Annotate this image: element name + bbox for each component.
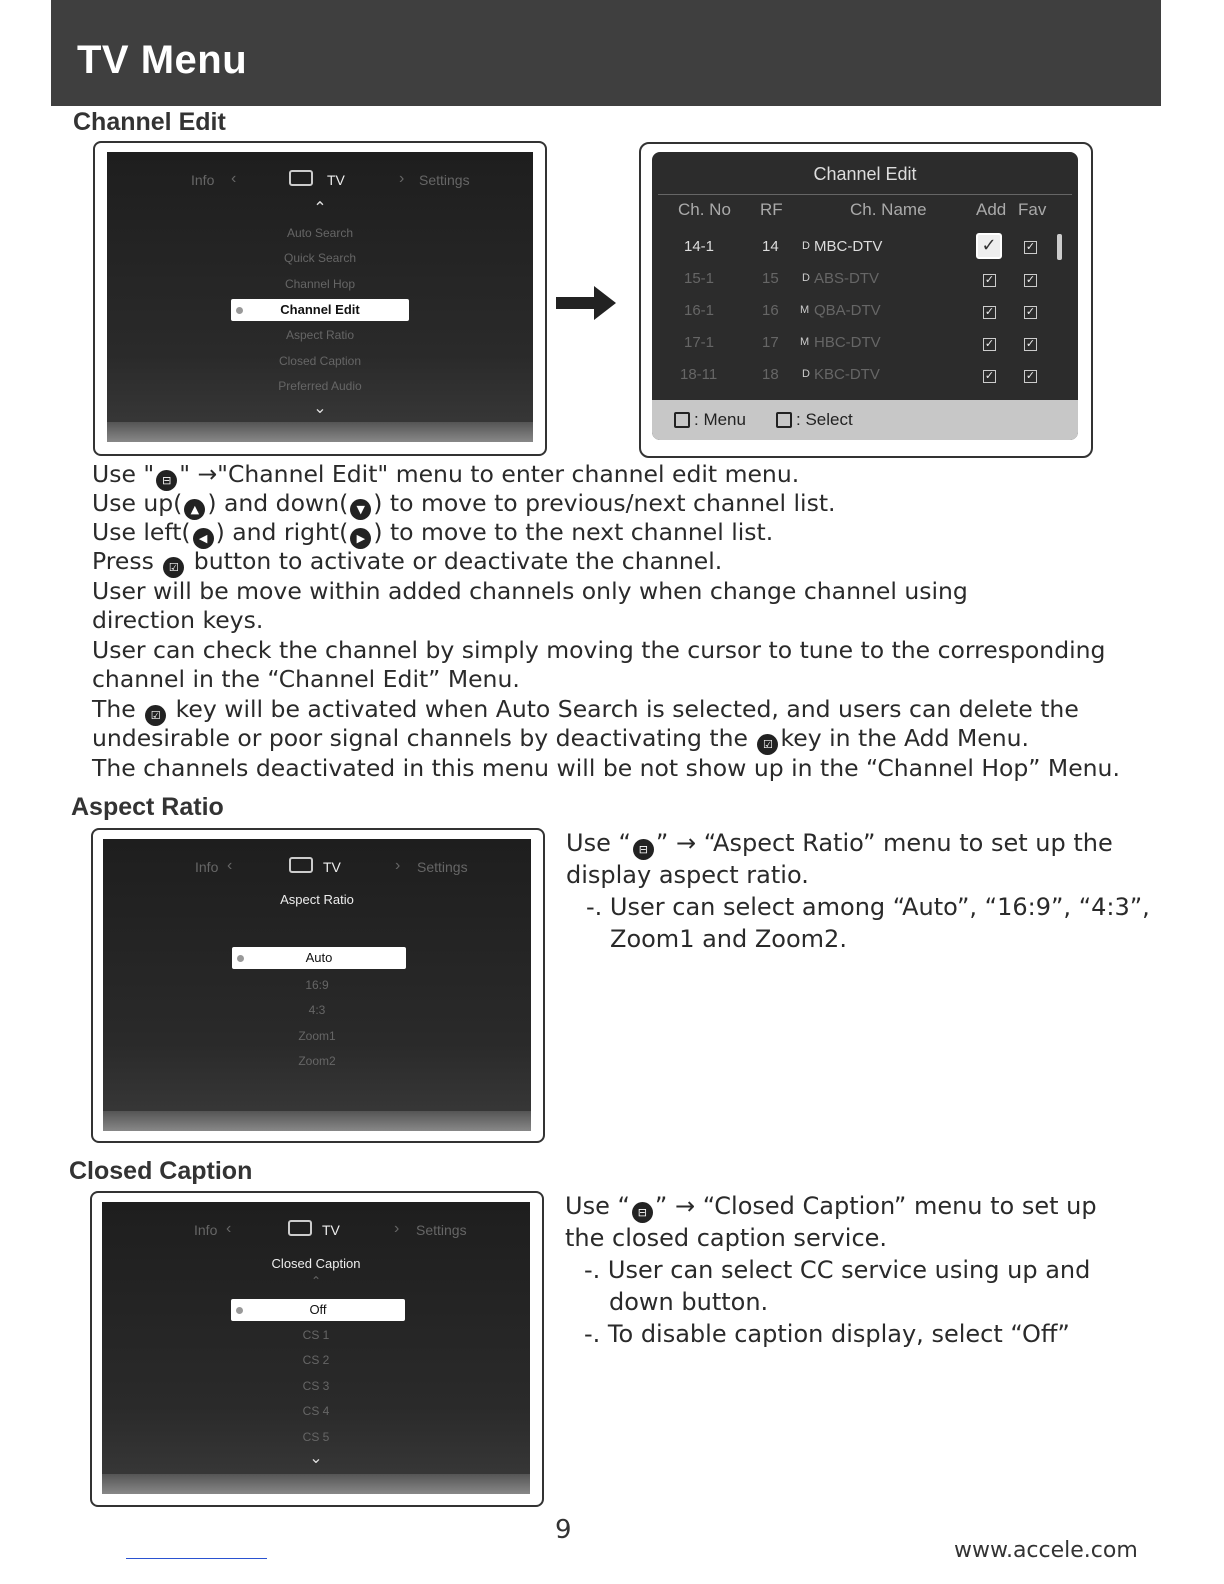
up-key-icon: ▲ — [184, 499, 205, 520]
row-type: D — [802, 240, 810, 252]
add-checkbox[interactable]: ✓ — [984, 337, 995, 350]
add-checkbox-focused[interactable]: ✓ — [976, 233, 1002, 259]
column-header-fav: Fav — [1018, 200, 1047, 219]
caption-option-cs3: CS 3 — [302, 1379, 330, 1393]
select-key-icon — [776, 412, 792, 428]
caption-option-cs1: CS 1 — [302, 1328, 330, 1342]
row-rf: 16 — [762, 302, 779, 319]
menu-item-quick-search: Quick Search — [283, 251, 357, 265]
text-line: undesirable or poor signal channels by deactivating the ☑ key in the Add Menu. — [92, 724, 1029, 755]
closed-caption-menu-title: Closed Caption — [271, 1256, 361, 1271]
text-line: Use up( ▲ ) and down( ▼ ) to move to previous/next channel list. — [92, 489, 836, 520]
row-rf: 17 — [762, 334, 779, 351]
menu-key-icon — [674, 412, 690, 428]
tab-settings: Settings — [417, 859, 468, 875]
chevron-down-icon: ⌄ — [309, 1448, 323, 1467]
chevron-up-icon: ⌃ — [310, 1274, 322, 1288]
add-checkbox[interactable]: ✓ — [984, 305, 995, 318]
caption-option-cs5: CS 5 — [302, 1430, 330, 1444]
select-key-icon: ☑ — [163, 557, 184, 578]
header-banner — [51, 0, 1161, 106]
tab-settings: Settings — [416, 1222, 467, 1238]
column-header-rf: RF — [760, 200, 783, 219]
menu-item-closed-caption: Closed Caption — [278, 354, 362, 368]
aspect-option-auto-selected — [232, 947, 406, 969]
tv-menu-bar — [107, 170, 533, 192]
menu-item-aspect-ratio: Aspect Ratio — [285, 328, 355, 342]
section-title-closed-caption: Closed Caption — [69, 1157, 253, 1185]
fav-checkbox[interactable]: ✓ — [1025, 273, 1036, 286]
text-line: channel in the “Channel Edit” Menu. — [92, 665, 520, 693]
selection-dot-icon — [236, 307, 243, 314]
row-type: M — [800, 304, 810, 316]
select-key-icon: ☑ — [757, 734, 778, 755]
chevron-left-icon: ‹ — [226, 1220, 232, 1237]
page-title: TV Menu — [77, 38, 248, 82]
fav-checkbox[interactable]: ✓ — [1025, 240, 1036, 253]
tv-icon — [288, 1220, 312, 1236]
chevron-right-icon: › — [395, 857, 401, 874]
caption-option-cs2: CS 2 — [302, 1353, 330, 1367]
channel-menu-screenshot — [93, 141, 547, 456]
row-rf: 14 — [762, 238, 779, 255]
row-ch-no: 17-1 — [684, 334, 715, 351]
menu-key-icon: ⊟ — [632, 1202, 653, 1223]
aspect-ratio-screenshot — [91, 828, 545, 1143]
text-line: -. To disable caption display, select “Off” — [584, 1320, 1070, 1348]
tab-info: Info — [195, 859, 219, 875]
aspect-option-16-9: 16:9 — [305, 978, 329, 992]
channel-edit-panel — [652, 152, 1078, 440]
fav-checkbox[interactable]: ✓ — [1025, 305, 1036, 318]
left-key-icon: ◀ — [193, 528, 214, 549]
column-header-ch-name: Ch. Name — [850, 200, 927, 219]
text-line: Use left( ◀ ) and right( ▶ ) to move to the next channel list. — [92, 518, 773, 549]
scrollbar-thumb[interactable] — [1057, 234, 1062, 260]
page-number: 9 — [555, 1515, 572, 1545]
text-line: -. User can select CC service using up and — [584, 1256, 1091, 1284]
menu-item-label: Channel Edit — [280, 302, 360, 317]
text-line: User can check the channel by simply moving the cursor to tune to the corresponding — [92, 636, 1106, 664]
tab-tv: TV — [327, 172, 345, 188]
chevron-right-icon: › — [399, 170, 405, 187]
selection-dot-icon — [237, 955, 244, 962]
chevron-left-icon: ‹ — [231, 170, 237, 187]
tab-info: Info — [194, 1222, 218, 1238]
fav-checkbox[interactable]: ✓ — [1025, 369, 1036, 382]
text-line: Press ☑ button to activate or deactivate the channel. — [92, 547, 722, 578]
text-line: Zoom1 and Zoom2. — [610, 925, 847, 953]
row-ch-no: 16-1 — [684, 302, 715, 319]
text-line: direction keys. — [92, 606, 264, 634]
row-type: D — [802, 272, 810, 284]
row-type: M — [800, 336, 810, 348]
tv-screen — [102, 1202, 530, 1494]
caption-option-off-selected — [231, 1299, 405, 1321]
add-checkbox[interactable]: ✓ — [984, 369, 995, 382]
menu-item-label: Auto — [305, 950, 333, 965]
text-line: display aspect ratio. — [566, 861, 809, 889]
text-line: Use " ⊟ " →"Channel Edit" menu to enter channel edit menu. — [92, 460, 799, 491]
screen-bottom-strip — [102, 1474, 530, 1494]
text-line: -. User can select among “Auto”, “16:9”, “4:3”, — [586, 893, 1150, 921]
row-ch-no: 15-1 — [684, 270, 715, 287]
footer-url: www.accele.com — [954, 1538, 1138, 1563]
text-line: the closed caption service. — [565, 1224, 888, 1252]
row-ch-no: 18-11 — [680, 366, 718, 383]
row-name: KBC-DTV — [814, 366, 880, 383]
caption-option-cs4: CS 4 — [302, 1404, 330, 1418]
text-line: down button. — [609, 1288, 769, 1316]
menu-item-channel-edit-selected — [231, 299, 409, 321]
row-rf: 15 — [762, 270, 779, 287]
row-name: ABS-DTV — [814, 270, 880, 287]
menu-key-icon: ⊟ — [156, 470, 177, 491]
row-ch-no: 14-1 — [684, 238, 715, 255]
screen-bottom-strip — [103, 1111, 531, 1131]
tv-icon — [289, 857, 313, 873]
select-key-icon: ☑ — [145, 705, 166, 726]
section-title-channel-edit: Channel Edit — [73, 108, 226, 136]
aspect-option-4-3: 4:3 — [308, 1003, 326, 1017]
menu-item-channel-hop: Channel Hop — [284, 277, 356, 291]
text-line: Use “ ⊟ ” → “Closed Caption” menu to set up — [565, 1190, 1097, 1223]
column-header-ch-no: Ch. No — [678, 200, 731, 219]
chevron-down-icon: ⌄ — [313, 398, 327, 417]
fav-checkbox[interactable]: ✓ — [1025, 337, 1036, 350]
footer-menu-label: : Menu — [694, 410, 746, 429]
tv-screen — [107, 152, 533, 442]
column-header-add: Add — [976, 200, 1007, 219]
footer-divider — [126, 1558, 267, 1559]
aspect-option-zoom1: Zoom1 — [298, 1029, 336, 1043]
add-checkbox[interactable]: ✓ — [984, 273, 995, 286]
menu-item-preferred-audio: Preferred Audio — [278, 379, 362, 393]
tv-menu-bar — [103, 857, 531, 879]
text-line: Use “ ⊟ ” → “Aspect Ratio” menu to set up the — [566, 827, 1113, 860]
channel-edit-title: Channel Edit — [813, 164, 917, 184]
closed-caption-screenshot — [90, 1191, 544, 1507]
tab-tv: TV — [322, 1222, 340, 1238]
chevron-up-icon: ⌃ — [313, 198, 327, 217]
screen-bottom-strip — [107, 422, 533, 442]
selection-dot-icon — [236, 1307, 243, 1314]
footer-select-label: : Select — [796, 410, 853, 429]
aspect-option-zoom2: Zoom2 — [298, 1054, 336, 1068]
aspect-ratio-menu-title: Aspect Ratio — [280, 892, 354, 907]
text-line: The ☑ key will be activated when Auto Search is selected, and users can delete the — [92, 695, 1079, 726]
divider — [658, 194, 1072, 195]
menu-item-auto-search: Auto Search — [286, 226, 354, 240]
tab-settings: Settings — [419, 172, 470, 188]
row-type: D — [802, 368, 810, 380]
down-key-icon: ▼ — [350, 499, 371, 520]
right-key-icon: ▶ — [350, 528, 371, 549]
row-name: MBC-DTV — [814, 238, 883, 255]
tv-screen — [103, 839, 531, 1131]
text-line: User will be move within added channels only when change channel using — [92, 577, 968, 605]
text-line: The channels deactivated in this menu will be not show up in the “Channel Hop” Menu. — [92, 754, 1120, 782]
row-name: QBA-DTV — [814, 302, 881, 319]
menu-key-icon: ⊟ — [633, 839, 654, 860]
menu-item-label: Off — [309, 1302, 327, 1317]
row-rf: 18 — [762, 366, 779, 383]
arrow-right-icon — [556, 286, 616, 320]
tab-tv: TV — [323, 859, 341, 875]
chevron-left-icon: ‹ — [227, 857, 233, 874]
chevron-right-icon: › — [394, 1220, 400, 1237]
tv-icon — [289, 170, 313, 186]
section-title-aspect-ratio: Aspect Ratio — [71, 793, 224, 821]
row-name: HBC-DTV — [814, 334, 881, 351]
channel-edit-footer — [652, 400, 1078, 440]
tv-menu-bar — [102, 1220, 530, 1242]
tab-info: Info — [191, 172, 215, 188]
